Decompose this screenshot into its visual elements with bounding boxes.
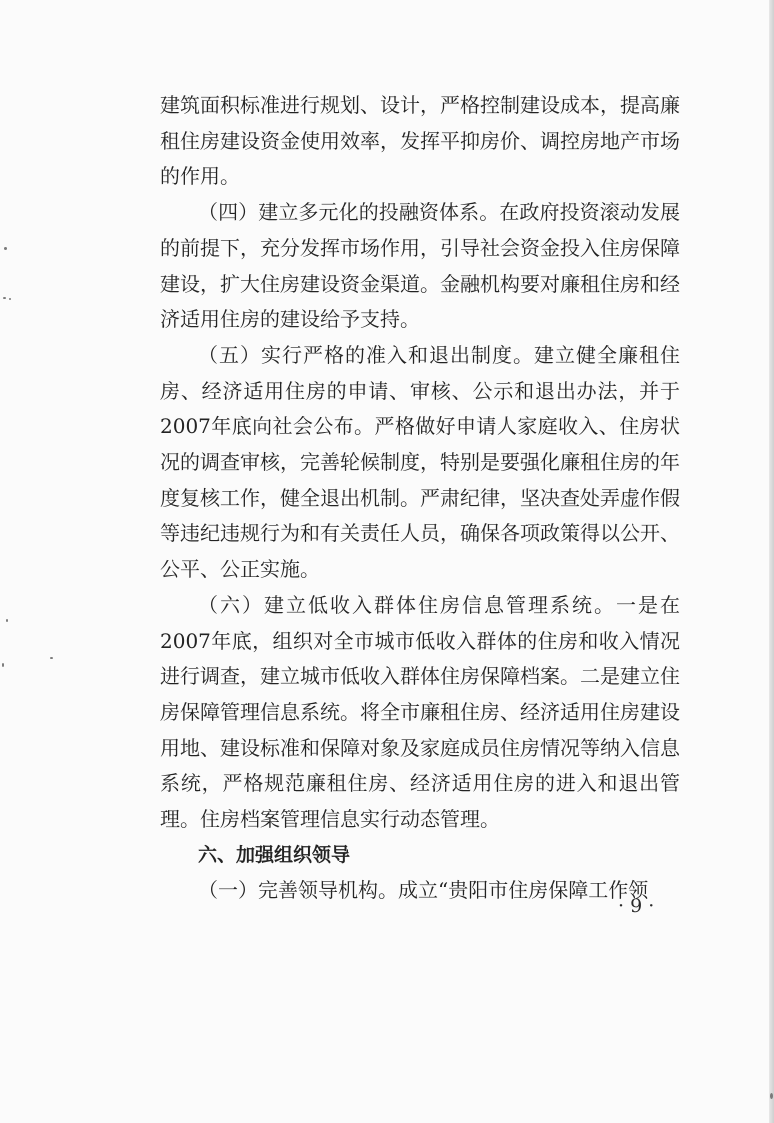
scan-speck: [6, 619, 8, 622]
scan-speck: [4, 247, 7, 250]
paragraph-continuation: 建筑面积标准进行规划、设计，严格控制建设成本，提高廉租住房建设资金使用效率，发挥平抑房价、调控房地产市场的作用。: [160, 93, 680, 189]
scan-speck: [770, 1093, 773, 1099]
scan-edge-shadow: [769, 0, 774, 1123]
scan-speck: [2, 663, 4, 667]
body-text: [160, 88, 680, 909]
page-number: · 9 ·: [618, 895, 655, 917]
scan-speck: [9, 298, 11, 300]
paragraph-leadership-body: （一）完善领导机构。成立“贵阳市住房保障工作领: [198, 878, 649, 903]
scan-speck: [50, 657, 53, 659]
paragraph-access-exit-system: （五）实行严格的准入和退出制度。建立健全廉租住房、经济适用住房的申请、审核、公示和退出办法，并于2007年底向社会公布。严格做好申请人家庭收入、住房状况的调查审核，完善轮候制度，特别是要强化廉租住房的年度复核工作，健全退出机制。严肃纪律，坚决查处弄虚作假等违纪违规行为和有关责任人员，确保各项政策得以公开、公平、公正实施。: [160, 342, 680, 582]
section-heading-organization: 六、加强组织领导: [198, 843, 351, 866]
scan-speck: [3, 297, 6, 299]
paragraph-housing-info-system: （六）建立低收入群体住房信息管理系统。一是在2007年底，组织对全市城市低收入群体的住房和收入情况进行调查，建立城市低收入群体住房保障档案。二是建立住房保障管理信息系统。将全市廉租住房、经济适用住房建设用地、建设标准和保障对象及家庭成员住房情况等纳入信息系统，严格规范廉租住房、经济适用住房的进入和退出管理。住房档案管理信息实行动态管理。: [160, 592, 680, 832]
paragraph-investment-system: （四）建立多元化的投融资体系。在政府投资滚动发展的前提下，充分发挥市场作用，引导社会资金投入住房保障建设，扩大住房建设资金渠道。金融机构要对廉租住房和经济适用住房的建设给予支持。: [160, 200, 680, 332]
